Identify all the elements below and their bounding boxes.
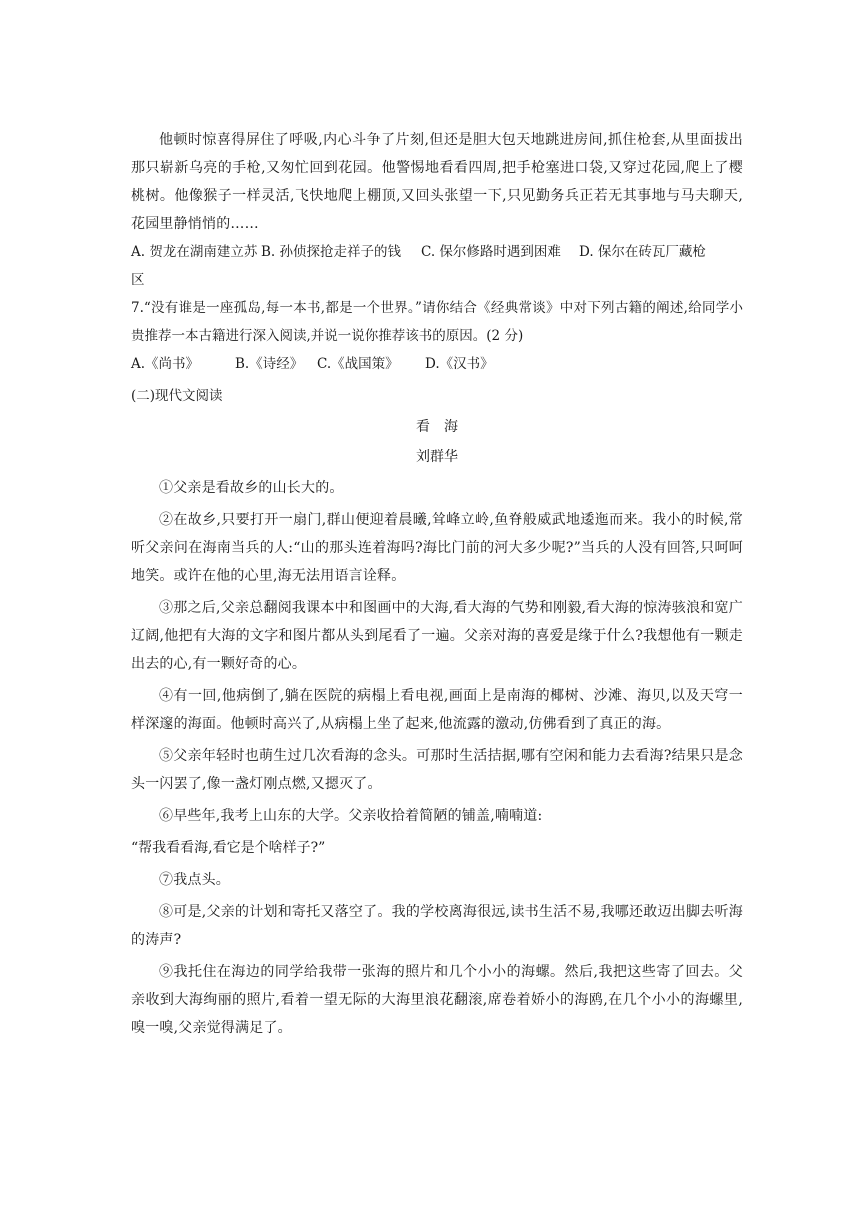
page-content <box>131 126 743 1042</box>
q7-stem: 7.“没有谁是一座孤岛,每一本书,都是一个世界。”请你结合《经典常谈》中对下列古籍的阐述,给同学小贵推荐一本古籍进行深入阅读,并说一说你推荐该书的原因。(2 分) <box>131 300 743 344</box>
paragraph-8: ⑧可是,父亲的计划和寄托又落空了。我的学校离海很远,读书生活不易,我哪还敢迈出脚去听海的涛声? <box>131 904 743 948</box>
paragraph-5: ⑤父亲年轻时也萌生过几次看海的念头。可那时生活拮据,哪有空闲和能力去看海?结果只是念头一闪罢了,像一盏灯刚点燃,又摁灭了。 <box>131 748 743 792</box>
q7-option-b: B.《诗经》 <box>235 356 304 372</box>
q6-options <box>131 238 743 294</box>
article-title: 看 海 <box>416 419 458 435</box>
father-quote: “帮我看看海,看它是个啥样子?” <box>131 840 326 856</box>
q7-option-a: A.《尚书》 <box>131 356 200 372</box>
article-author: 刘群华 <box>416 449 458 465</box>
paragraph-4: ④有一回,他病倒了,躺在医院的病榻上看电视,画面上是南海的椰树、沙滩、海贝,以及天穹一样深邃的海面。他顿时高兴了,从病榻上坐了起来,他流露的激动,仿佛看到了真正的海。 <box>131 688 743 732</box>
q6-option-b: B. 孙侦探抢走祥子的钱 <box>261 244 402 260</box>
paragraph-7: ⑦我点头。 <box>159 872 230 888</box>
q6-option-d: D. 保尔在砖瓦厂藏枪 <box>579 244 706 260</box>
q7-options <box>131 350 743 378</box>
paragraph-1: ①父亲是看故乡的山长大的。 <box>159 480 344 496</box>
paragraph-2: ②在故乡,只要打开一扇门,群山便迎着晨曦,耸峰立岭,鱼脊般威武地逶迤而来。我小的时候,常听父亲问在海南当兵的人:“山的那头连着海吗?海比门前的河大多少呢?”当兵的人没有回答,只呵呵地笑。或许在他的心里,海无法用语言诠释。 <box>131 512 743 584</box>
paragraph-3: ③那之后,父亲总翻阅我课本中和图画中的大海,看大海的气势和刚毅,看大海的惊涛骇浪和宽广辽阔,他把有大海的文字和图片都从头到尾看了一遍。父亲对海的喜爱是缘于什么?我想他有一颗走出去的心,有一颗好奇的心。 <box>131 600 743 672</box>
paragraph-9: ⑨我托住在海边的同学给我带一张海的照片和几个小小的海螺。然后,我把这些寄了回去。父亲收到大海绚丽的照片,看着一望无际的大海里浪花翻滚,席卷着娇小的海鸥,在几个小小的海螺里,嗅一嗅,父亲觉得满足了。 <box>131 964 743 1036</box>
q7-option-d: D.《汉书》 <box>425 356 494 372</box>
paragraph-6: ⑥早些年,我考上山东的大学。父亲收拾着简陋的铺盖,喃喃道: <box>159 808 543 824</box>
q7-option-c: C.《战国策》 <box>317 356 399 372</box>
section-heading: (二)现代文阅读 <box>131 388 223 404</box>
passage-intro: 他顿时惊喜得屏住了呼吸,内心斗争了片刻,但还是胆大包天地跳进房间,抓住枪套,从里面拔出那只崭新乌亮的手枪,又匆忙回到花园。他警惕地看看四周,把手枪塞进口袋,又穿过花园,爬上了樱桃树。他像猴子一样灵活,飞快地爬上棚顶,又回头张望一下,只见勤务兵正若无其事地与马夫聊天,花园里静悄悄的…… <box>131 132 743 232</box>
q6-option-c: C. 保尔修路时遇到困难 <box>421 244 561 260</box>
q6-option-a: A. 贺龙在湖南建立苏区 <box>131 244 258 288</box>
